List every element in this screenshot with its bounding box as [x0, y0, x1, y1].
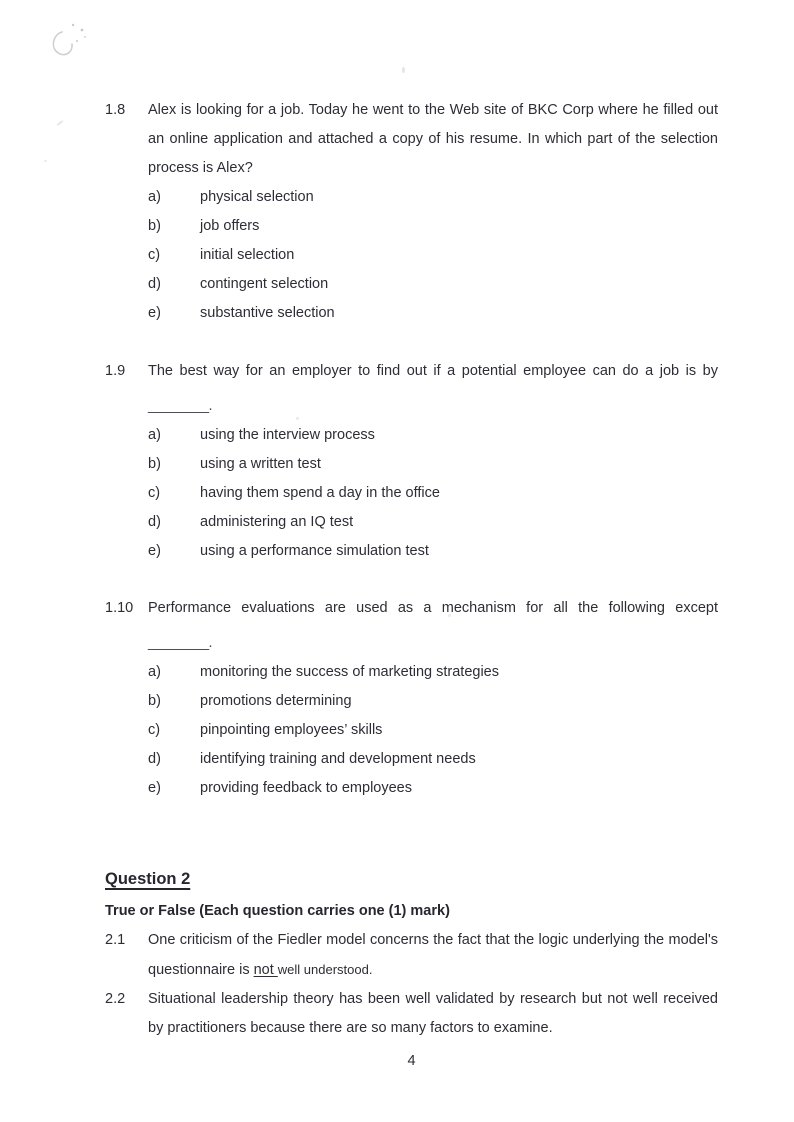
- question-text: Situational leadership theory has been well validated by research but not well received by practitioners because there are so many factors to examine.: [148, 991, 718, 1036]
- question-number: 1.10: [105, 600, 134, 616]
- option-text: using a performance simulation test: [200, 543, 429, 559]
- scan-speck: [296, 417, 299, 420]
- option-text: having them spend a day in the office: [200, 485, 440, 501]
- question-text: [148, 926, 718, 985]
- tf-question-2-2: [105, 985, 718, 1043]
- option-row: [148, 745, 718, 774]
- section-subheading: True or False (Each question carries one (1) mark): [105, 903, 450, 919]
- option-letter: a): [148, 189, 161, 205]
- option-letter: e): [148, 543, 161, 559]
- question-1-10: [105, 594, 718, 803]
- option-text: pinpointing employees’ skills: [200, 722, 383, 738]
- question-body: [148, 357, 718, 566]
- question-body: [148, 96, 718, 328]
- option-row: [148, 421, 718, 450]
- option-row: [148, 537, 718, 566]
- tf-text-before: One criticism of the Fiedler model concerns the fact that the logic underlying the model's questionnaire is: [148, 932, 718, 978]
- option-letter: b): [148, 456, 161, 472]
- option-row: [148, 241, 718, 270]
- option-text: using a written test: [200, 456, 321, 472]
- option-letter: a): [148, 427, 161, 443]
- option-text: administering an IQ test: [200, 514, 354, 530]
- option-letter: d): [148, 276, 161, 292]
- option-row: [148, 687, 718, 716]
- question-1-8: [105, 96, 718, 328]
- question-number: 1.9: [105, 363, 126, 379]
- question-number: 2.2: [105, 991, 126, 1007]
- option-text: providing feedback to employees: [200, 780, 412, 796]
- question-text: Performance evaluations are used as a mechanism for all the following except: [148, 600, 718, 616]
- answer-blank: [148, 629, 718, 658]
- option-row: [148, 774, 718, 803]
- question-body: [148, 594, 718, 803]
- tf-question-2-1: [105, 926, 718, 985]
- option-row: [148, 658, 718, 687]
- answer-blank: [148, 392, 718, 421]
- scan-speck: [448, 614, 451, 617]
- underlined-word: not: [253, 962, 278, 978]
- option-letter: b): [148, 218, 161, 234]
- option-text: promotions determining: [200, 693, 352, 709]
- option-row: [148, 212, 718, 241]
- page-number: 4: [407, 1053, 416, 1069]
- question-number: 2.1: [105, 932, 126, 948]
- option-row: [148, 508, 718, 537]
- option-text: substantive selection: [200, 305, 335, 321]
- option-letter: d): [148, 514, 161, 530]
- scan-speck: [402, 67, 405, 73]
- section-heading: Question 2: [105, 870, 191, 888]
- option-text: identifying training and development needs: [200, 751, 476, 767]
- option-row: [148, 183, 718, 212]
- blank-line: ________.: [148, 398, 213, 414]
- option-letter: c): [148, 722, 161, 738]
- question-text: The best way for an employer to find out if a potential employee can do a job is by: [148, 363, 718, 379]
- option-letter: e): [148, 305, 161, 321]
- question-text: Alex is looking for a job. Today he went to the Web site of BKC Corp where he filled out an online application and attached a copy of his resume. In which part of the selection process is Alex?: [148, 102, 718, 176]
- option-letter: c): [148, 485, 161, 501]
- option-text: using the interview process: [200, 427, 375, 443]
- option-letter: e): [148, 780, 161, 796]
- option-text: initial selection: [200, 247, 295, 263]
- option-row: [148, 716, 718, 745]
- question-number: 1.8: [105, 102, 126, 118]
- option-text: job offers: [200, 218, 260, 234]
- question-1-9: [105, 357, 718, 566]
- option-text: monitoring the success of marketing strategies: [200, 664, 499, 680]
- option-text: physical selection: [200, 189, 314, 205]
- tf-text-after: well understood.: [277, 962, 373, 977]
- option-row: [148, 299, 718, 328]
- option-row: [148, 450, 718, 479]
- blank-line: ________.: [148, 635, 213, 651]
- option-text: contingent selection: [200, 276, 329, 292]
- option-letter: a): [148, 664, 161, 680]
- option-letter: d): [148, 751, 161, 767]
- pen-scribble: [40, 10, 110, 66]
- option-letter: c): [148, 247, 161, 263]
- option-row: [148, 479, 718, 508]
- option-row: [148, 270, 718, 299]
- scan-speck: [44, 160, 47, 162]
- option-letter: b): [148, 693, 161, 709]
